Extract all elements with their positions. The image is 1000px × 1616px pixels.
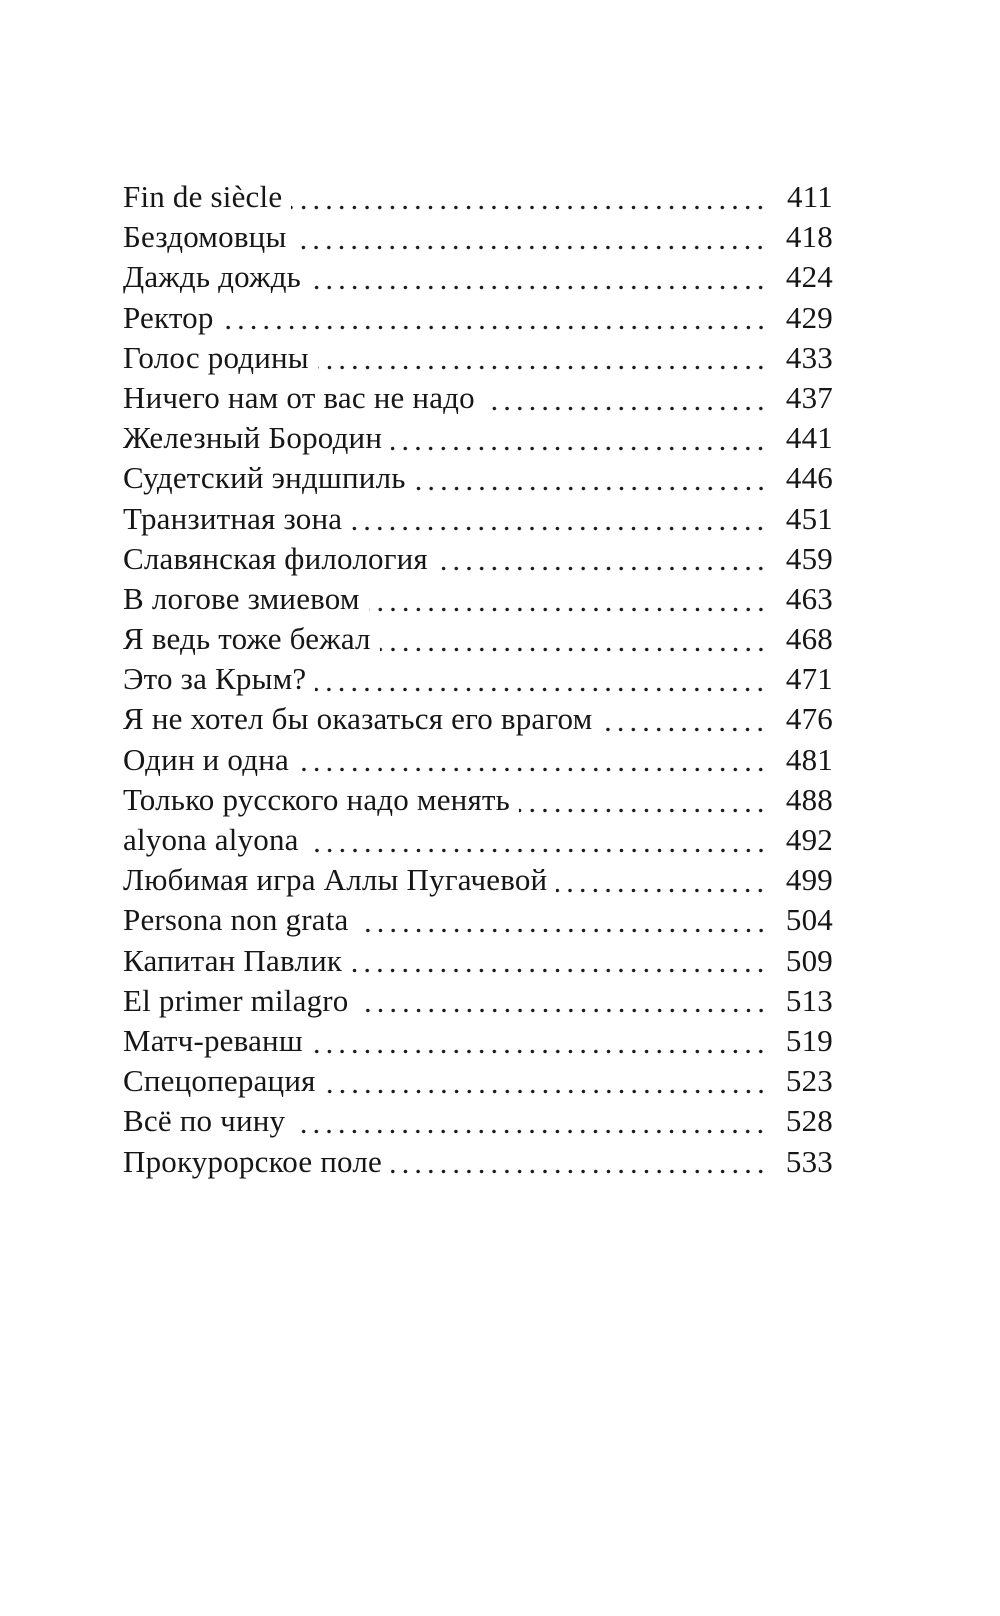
dot-leader [358,928,767,933]
toc-entry-title: Всё по чину [123,1103,286,1139]
dot-leader [391,446,767,451]
toc-entry-page: 411 [787,179,833,214]
toc-entry-title: Я ведь тоже бежал [123,621,371,657]
toc-row [123,780,833,820]
toc-entry-title: Я не хотел бы оказаться его врагом [123,701,593,737]
toc-row [123,1142,833,1182]
toc-entry-page: 441 [785,420,833,456]
dot-leader [380,647,767,652]
toc-entry-page: 451 [785,500,833,536]
toc-entry-page: 459 [785,540,833,576]
toc-entry-title: Спецоперация [123,1063,316,1099]
toc-list [123,177,833,1182]
toc-row [123,177,833,217]
dot-leader [298,767,767,772]
toc-entry-page: 446 [785,460,833,496]
toc-entry-page: 509 [785,942,833,978]
toc-entry-title: Железный Бородин [123,420,383,456]
dot-leader [437,566,767,571]
toc-entry-page: 468 [785,621,833,657]
toc-entry-page: 492 [785,822,833,857]
toc-entry-title: Матч-реванш [123,1022,303,1058]
dot-leader [308,848,767,853]
toc-entry-page: 476 [785,701,833,737]
toc-entry-title: Судетский эндшпиль [123,460,406,496]
toc-entry-page: 481 [785,741,833,777]
toc-entry-page: 433 [785,339,833,375]
dot-leader [351,526,767,531]
toc-entry-title: Транзитная зона [123,500,343,536]
toc-row [123,619,833,659]
toc-row [123,820,833,860]
toc-row [123,539,833,579]
toc-entry-title: Только русского надо менять [123,781,511,817]
toc-entry-title: Любимая игра Аллы Пугачевой [123,862,548,898]
dot-leader [310,285,767,290]
toc-row [123,941,833,981]
toc-row [123,1061,833,1101]
toc-entry-title: Даждь дождь [123,259,302,295]
dot-leader [291,205,767,210]
dot-leader [358,1008,767,1013]
dot-leader [519,808,767,813]
toc-row [123,499,833,539]
dot-leader [223,325,767,330]
toc-entry-page: 488 [785,781,833,817]
toc-entry-page: 437 [785,379,833,415]
dot-leader [318,365,767,370]
dot-leader [294,1129,767,1134]
toc-entry-title: Капитан Павлик [123,942,343,978]
toc-row [123,699,833,739]
toc-entry-page: 424 [785,259,833,295]
toc-entry-title: Славянская филология [123,540,428,576]
toc-entry-title: В логове змиевом [123,580,360,616]
toc-entry-title: Прокурорское поле [123,1143,382,1179]
toc-row [123,418,833,458]
toc-row [123,1101,833,1141]
toc-row [123,338,833,378]
toc-entry-title: Один и одна [123,741,289,777]
dot-leader [391,1169,767,1174]
toc-entry-title: alyona alyona [123,822,299,857]
dot-leader [315,687,767,692]
toc-entry-page: 429 [785,299,833,335]
toc-entry-page: 418 [785,219,833,255]
toc-entry-title: Persona non grata [123,902,349,938]
toc-row [123,378,833,418]
toc-entry-page: 504 [785,902,833,938]
toc-row [123,740,833,780]
toc-entry-title: Это за Крым? [123,661,307,697]
toc-row [123,900,833,940]
toc-entry-page: 499 [785,862,833,898]
toc-entry-title: Fin de siècle [123,179,283,214]
toc-row [123,298,833,338]
toc-entry-page: 533 [785,1143,833,1179]
toc-entry-page: 471 [785,661,833,697]
dot-leader [556,888,767,893]
dot-leader [601,727,767,732]
dot-leader [295,245,767,250]
toc-entry-title: El primer milagro [123,982,349,1018]
toc-row [123,1021,833,1061]
toc-row [123,217,833,257]
dot-leader [415,486,767,491]
toc-entry-page: 523 [785,1063,833,1099]
toc-entry-title: Ректор [123,299,214,335]
toc-row [123,659,833,699]
dot-leader [312,1049,767,1054]
toc-entry-page: 463 [785,580,833,616]
toc-row [123,860,833,900]
toc-row [123,579,833,619]
toc-entry-page: 513 [785,982,833,1018]
dot-leader [325,1089,767,1094]
toc-row [123,257,833,297]
toc-row [123,981,833,1021]
dot-leader [369,607,767,612]
toc-entry-title: Голос родины [123,339,309,375]
toc-entry-page: 519 [785,1022,833,1058]
dot-leader [484,406,767,411]
toc-entry-title: Бездомовцы [123,219,287,255]
toc-row [123,458,833,498]
toc-entry-title: Ничего нам от вас не надо [123,379,475,415]
toc-entry-page: 528 [785,1103,833,1139]
dot-leader [351,968,767,973]
